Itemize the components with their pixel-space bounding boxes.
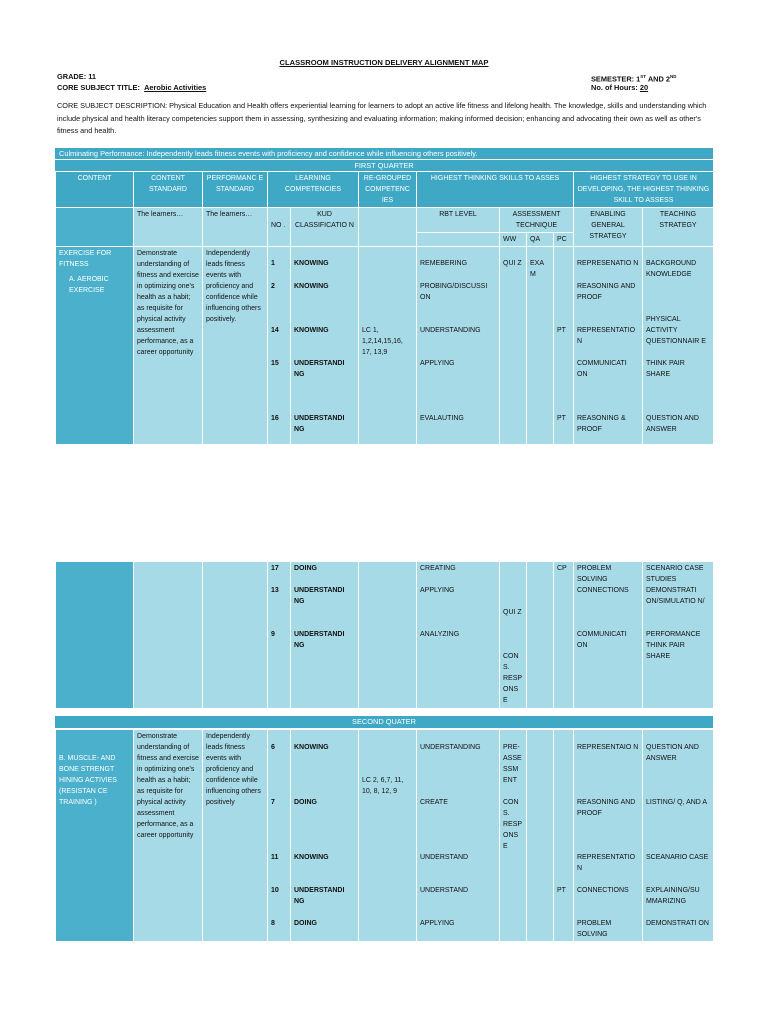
col-enabling: ENABLING GENERAL STRATEGY [574,208,643,247]
q2-enabling-5: PROBLEM SOLVING [577,920,612,938]
q2-teaching-2: LISTING/ Q, AND A [646,799,708,806]
first-quarter-table [55,171,714,445]
q1-regrouped-value: LC 1, 1,2,14,15,16, 17, 13,9 [362,327,403,356]
q1-kud-3: KNOWING [294,327,329,334]
q2-teaching-col [643,730,714,942]
q1-rbt-col [417,247,500,445]
q1-rbt-4: APPLYING [420,360,455,367]
q1-no-5: 16 [271,415,279,422]
q1b-no-1: 17 [271,565,279,572]
q2-rbt-col [417,730,500,942]
q2-regrouped [359,730,417,942]
q1-pc-col [554,247,574,445]
q2-teaching-1: QUESTION AND ANSWER [646,744,699,762]
q2-body-row [56,730,714,942]
q1b-no-col [268,562,291,709]
col-qa: QA [527,233,554,247]
second-quarter-band: SECOND QUATER [55,716,713,728]
q1b-enabling-col [574,562,643,709]
q2-no-5: 8 [271,920,275,927]
q2-rbt-3: UNDERSTAND [420,854,469,861]
q2-kud-1: KNOWING [294,744,329,751]
header-row [56,172,714,208]
q1b-rbt-2: APPLYING [420,587,455,594]
col-learning-competencies: LEARNING COMPETENCIES [268,172,359,208]
q1b-ww-cons: CON S. RESP ONS E [503,653,522,704]
subject-description: CORE SUBJECT DESCRIPTION: Physical Education and Health offers experiential learning for learners to adopt an active life fitness and lifelong health. The knowledge, skills and understanding which include physical and health literacy competencies support them in assessing, synthesizing and evaluating information; making informed decision; enhancing and advocating their own as well as other's fitness and health. [57,101,707,135]
semester-label: SEMESTER: 1 [591,74,641,84]
hours [591,82,648,93]
q2-qa-col [527,730,554,942]
q1b-kud-1: DOING [294,565,317,572]
q1b-kud-col [291,562,359,709]
q1b-enabling-1: PROBLEM SOLVING [577,565,612,583]
col-content: CONTENT [56,172,134,208]
q2-no-4: 10 [271,887,279,894]
hours-label: No. of Hours: [591,83,638,92]
q2-kud-col [291,730,359,942]
q1-enabling-5: REASONING & PROOF [577,415,626,433]
q1-no-4: 15 [271,360,279,367]
col-no: NO . [268,208,291,247]
q1-qa-1: EXA M [530,260,544,278]
col-highest-strategy: HIGHEST STRATEGY TO USE IN DEVELOPING, THE HIGHEST THINKING SKILL TO ASSESS [574,172,714,208]
col-highest-thinking: HIGHEST THINKING SKILLS TO ASSES [417,172,574,208]
q1-kud-col [291,247,359,445]
q1b-kud-3: UNDERSTANDI NG [294,631,345,649]
subject-label: CORE SUBJECT TITLE: [57,83,140,92]
col-assessment: ASSESSMENT TECHNIQUE [500,208,574,233]
q2-rbt-4: UNDERSTAND [420,887,469,894]
q2-content [56,730,134,942]
q1-no-col [268,247,291,445]
q1b-ww-quiz: QUI Z [503,609,522,616]
q1-teaching-5: QUESTION AND ANSWER [646,415,699,433]
q2-ww-col [500,730,527,942]
first-quarter-continued-table [55,561,714,709]
q2-ww-cons: CON S. RESP ONS E [503,799,522,850]
q1-content-title: EXERCISE FOR FITNESS [59,250,112,268]
q2-rbt-1: UNDERSTANDING [420,744,481,751]
q2-no-3: 11 [271,854,279,861]
q1-kud-5: UNDERSTANDI NG [294,415,345,433]
q1-kud-1: KNOWING [294,260,329,267]
first-quarter-band: FIRST QUARTER [55,160,713,171]
q1-enabling-3: REPRESENTATIO N [577,327,636,345]
q1b-qa-col [527,562,554,709]
semester-sup1: ST [640,74,647,79]
q2-pc-4: PT [557,887,566,894]
q1-performance-standard: Independently leads fitness events with proficiency and confidence while influencing others positively. [203,247,268,445]
col-pc: PC [554,233,574,247]
q2-enabling-3: REPRESENTATIO N [577,854,636,872]
subject-title [57,82,206,93]
q1b-content-standard [134,562,203,709]
q1-regrouped [359,247,417,445]
grade-label: GRADE: 11 [57,72,97,81]
q2-enabling-1: REPRESENTAIO N [577,744,639,751]
q1-content-standard: Demonstrate understanding of fitness and exercise in optimizing one's health as a habit; as requisite for physical activity assessment performance, as a career opportunity [134,247,203,445]
q1-enabling-2: REASONING AND PROOF [577,283,636,301]
q1b-no-3: 9 [271,631,275,638]
hours-value: 20 [639,83,649,92]
col-regrouped: RE-GROUPED COMPETENC IES [359,172,417,208]
q1-enabling-col [574,247,643,445]
second-quarter-table [55,729,714,942]
q1-content [56,247,134,445]
q2-rbt-5: APPLYING [420,920,455,927]
q2-enabling-col [574,730,643,942]
subject-value: Aerobic Activities [144,83,207,92]
q1-enabling-1: REPRESENATIO N [577,260,639,267]
q1-pc-5: PT [557,415,566,422]
q1b-performance-standard [203,562,268,709]
q2-rbt-2: CREATE [420,799,448,806]
q1-qa-col [527,247,554,445]
col-ww: WW [500,233,527,247]
q1-kud-2: KNOWING [294,283,329,290]
q1-content-sub: A. AEROBIC EXERCISE [69,276,109,294]
q1-no-2: 2 [271,283,275,290]
q1-enabling-4: COMMUNICATI ON [577,360,627,378]
q1-teaching-col [643,247,714,445]
q1-pc-3: PT [557,327,566,334]
q1-rbt-3: UNDERSTANDING [420,327,481,334]
col-teaching: TEACHING STRATEGY [643,208,714,247]
q1b-teaching-3: PERFORMANCE THINK PAIR SHARE [646,631,701,660]
q2-no-1: 6 [271,744,275,751]
q1b-pc-1: CP [557,565,567,572]
rbt-blank [417,233,500,247]
q1-ww-col [500,247,527,445]
q2-performance-standard: Independently leads fitness events with proficiency and confidence while influencing others positively [203,730,268,942]
q1b-ww-col [500,562,527,709]
semester-and: AND 2 [646,74,671,84]
col-performance-standard: PERFORMANC E STANDARD [203,172,268,208]
q2-content-standard: Demonstrate understanding of fitness and exercise in optimizing one's health as a habit; as requisite for physical activity assessment performance, as a career opportunity [134,730,203,942]
q2-no-col [268,730,291,942]
q1b-pc-col [554,562,574,709]
q1b-rbt-1: CREATING [420,565,456,572]
q1-teaching-1: BACKGROUND KNOWLEDGE [646,260,697,278]
q2-kud-3: KNOWING [294,854,329,861]
col-kud: KUD CLASSIFICATIO N [291,208,359,247]
q2-teaching-4: EXPLAINING/SU MMARIZING [646,887,700,905]
culminating-performance: Culminating Performance: Independently leads fitness events with proficiency and confidence while influencing others positively. [55,148,713,159]
q2-no-2: 7 [271,799,275,806]
q1b-regrouped [359,562,417,709]
q1b-kud-2: UNDERSTANDI NG [294,587,345,605]
q1b-teaching-col [643,562,714,709]
q1b-no-2: 13 [271,587,279,594]
semester-sup2: ND [670,74,677,79]
q2-enabling-2: REASONING AND PROOF [577,799,636,817]
q2-teaching-5: DEMONSTRATI ON [646,920,709,927]
q1-rbt-1: REMEBERING [420,260,468,267]
q1b-rbt-3: ANALYZING [420,631,460,638]
q2-regrouped-value: LC 2, 6,7, 11, 10, 8, 12, 9 [362,777,404,795]
q2-pc-col [554,730,574,942]
subheader-row-1 [56,208,714,233]
q2-kud-2: DOING [294,799,317,806]
page-title: CLASSROOM INSTRUCTION DELIVERY ALIGNMENT MAP [279,58,489,67]
q1-rbt-2: PROBING/DISCUSSI ON [420,283,488,301]
q1b-body-row [56,562,714,709]
q1b-content [56,562,134,709]
q1-no-3: 14 [271,327,279,334]
learners-2: The learners… [203,208,268,247]
q2-teaching-3: SCEANARIO CASE [646,854,709,861]
q1b-enabling-2: CONNECTIONS [577,587,629,594]
regrouped-blank [359,208,417,247]
learners-1: The learners… [134,208,203,247]
subheader-blank [56,208,134,247]
col-rbt: RBT LEVEL [417,208,500,233]
q1b-teaching-1: SCENARIO CASE STUDIES [646,565,704,583]
q2-kud-4: UNDERSTANDI NG [294,887,345,905]
q2-enabling-4: CONNECTIONS [577,887,629,894]
q1-teaching-3: PHYSICAL ACTIVITY QUESTIONNAIR E [646,316,706,345]
q1b-teaching-2: DEMONSTRATI ON/SIMULATIO N/ [646,587,705,605]
q1-body-row [56,247,714,445]
q1-no-1: 1 [271,260,275,267]
q1-rbt-5: EVALAUTING [420,415,464,422]
q2-ww-pre: PRE- ASSE SSM ENT [503,744,522,784]
q2-content-text: B. MUSCLE- AND BONE STRENGT HINING ACTIVIES (RESISTAN CE TRAINING ) [59,755,117,806]
q1-kud-4: UNDERSTANDI NG [294,360,345,378]
q1-teaching-4: THINK PAIR SHARE [646,360,685,378]
q1-ww-1: QUI Z [503,260,522,267]
q2-kud-5: DOING [294,920,317,927]
col-content-standard: CONTENT STANDARD [134,172,203,208]
q1b-rbt-col [417,562,500,709]
q1b-enabling-3: COMMUNICATI ON [577,631,627,649]
